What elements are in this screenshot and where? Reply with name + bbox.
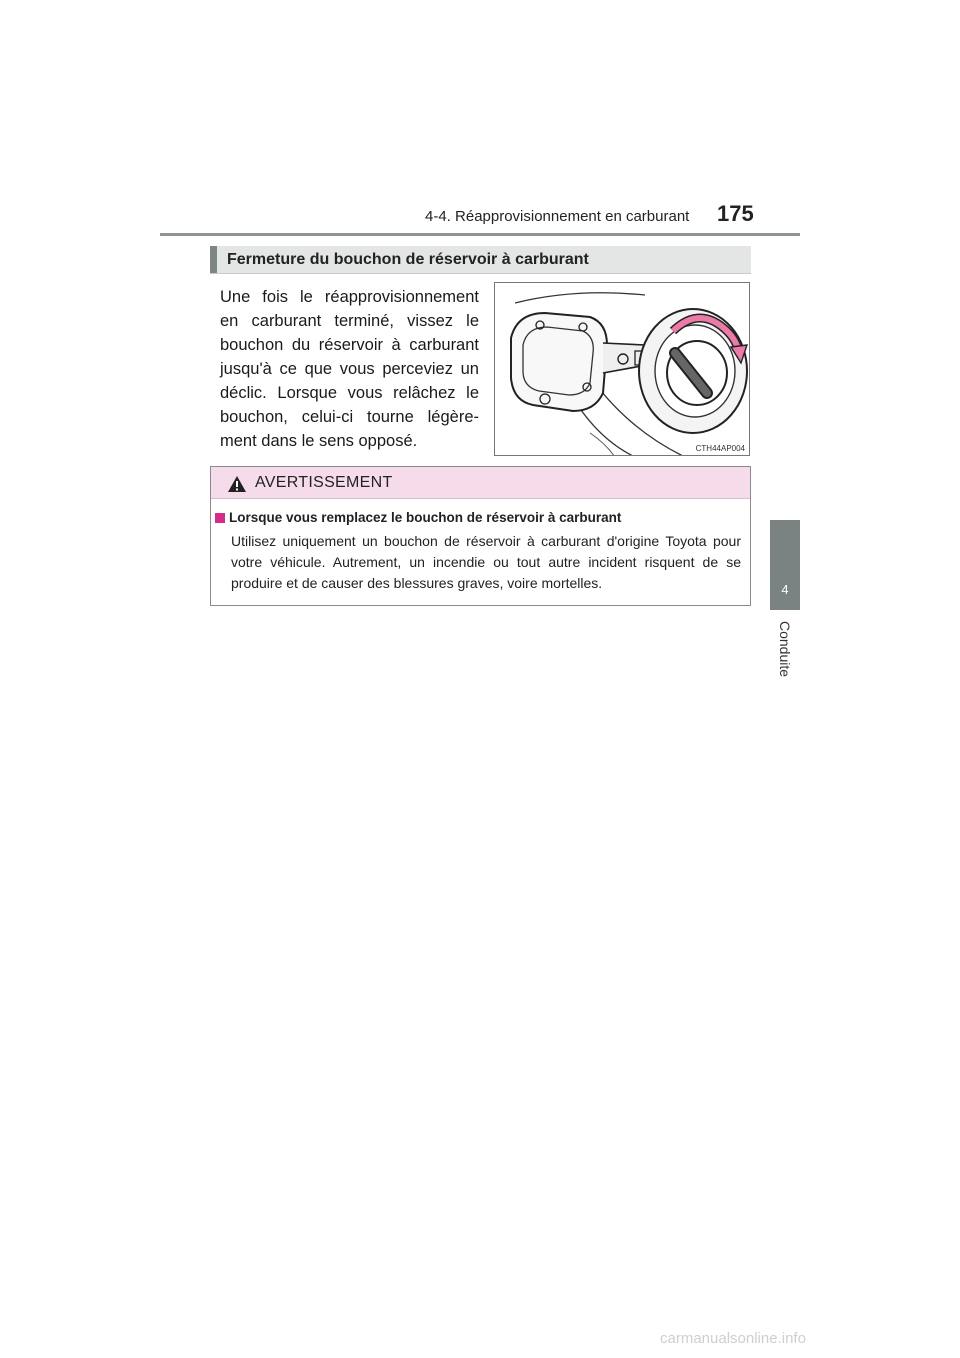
chapter-tab-number: 4 <box>781 582 789 597</box>
figure-code: CTH44AP004 <box>695 444 745 453</box>
pink-square-bullet-icon <box>215 513 225 523</box>
section-body-text: Une fois le réapprovisionnement en carburant terminé, vissez le bouchon du réservoir à carburant jusqu'à ce que vous perceviez un déclic. Lorsque vous relâchez le bouchon, celui-ci tourne légère-ment dans le sens opposé. <box>220 288 479 450</box>
chapter-tab-label-text: Conduite <box>777 620 793 678</box>
warning-body-text: Utilisez uniquement un bouchon de réservoir à carburant d'origine Toyota pour votre véhicule. Autrement, un incendie ou tout autre incident risquent de se produire et de causer des blessures graves, voire mortelles. <box>231 533 741 591</box>
warning-subtitle-text: Lorsque vous remplacez le bouchon de réservoir à carburant <box>229 510 622 525</box>
chapter-tab-label <box>770 618 800 680</box>
fuel-cap-drawing <box>495 283 750 456</box>
warning-title: AVERTISSEMENT <box>255 474 393 491</box>
page-number: 175 <box>717 201 754 226</box>
warning-subtitle <box>215 510 621 525</box>
section-heading <box>210 246 751 274</box>
section-heading-text: Fermeture du bouchon de réservoir à carburant <box>227 251 589 268</box>
fuel-cap-illustration <box>494 282 750 456</box>
watermark: carmanualsonline.info <box>660 1330 806 1347</box>
warning-triangle-icon <box>227 475 247 498</box>
warning-header <box>211 467 750 499</box>
warning-box <box>210 466 751 606</box>
header-rule <box>160 233 800 236</box>
chapter-tab[interactable] <box>770 520 800 610</box>
running-header-section: 4-4. Réapprovisionnement en carburant <box>425 208 690 225</box>
section-heading-bar <box>210 246 217 273</box>
